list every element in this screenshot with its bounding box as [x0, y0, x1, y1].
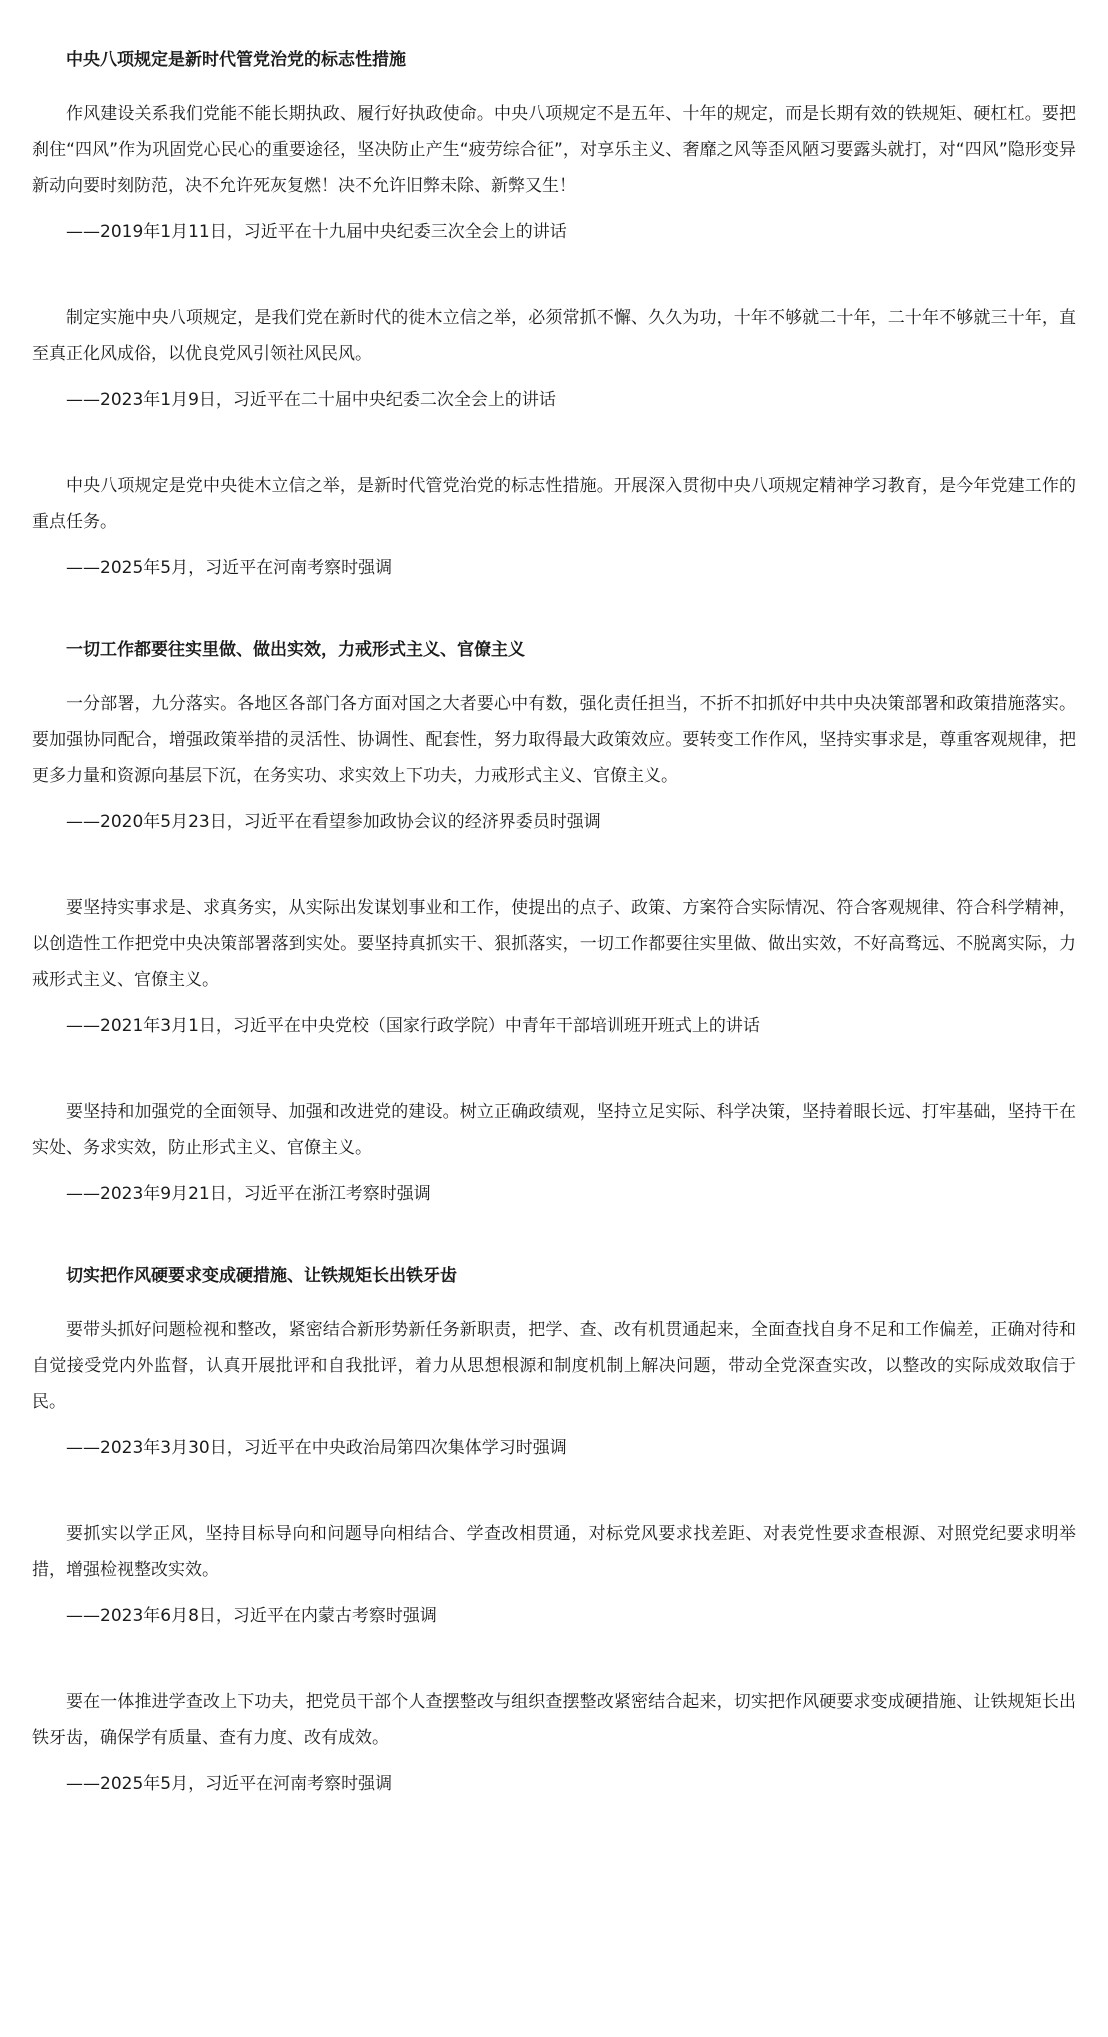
quote-entry [32, 686, 1076, 836]
quote-text: 一分部署，九分落实。各地区各部门各方面对国之大者要心中有数，强化责任担当，不折不扣抓好中共中央决策部署和政策措施落实。要加强协同配合，增强政策举措的灵活性、协调性、配套性，努力取得最大政策效应。要转变工作作风，坚持实事求是，尊重客观规律，把更多力量和资源向基层下沉，在务实功、求实效上下功夫，力戒形式主义、官僚主义。 [32, 694, 1076, 786]
quote-source: ——2020年5月23日，习近平在看望参加政协会议的经济界委员时强调 [66, 812, 601, 832]
quote-text: 中央八项规定是党中央徙木立信之举，是新时代管党治党的标志性措施。开展深入贯彻中央八项规定精神学习教育，是今年党建工作的重点任务。 [32, 476, 1076, 532]
section-eight-point-regulation [32, 46, 1076, 582]
quote-source: ——2021年3月1日，习近平在中央党校（国家行政学院）中青年干部培训班开班式上的讲话 [66, 1016, 760, 1036]
article [32, 0, 1076, 1798]
quote-text: 要坚持和加强党的全面领导、加强和改进党的建设。树立正确政绩观，坚持立足实际、科学决策，坚持着眼长远、打牢基础，坚持干在实处、务求实效，防止形式主义、官僚主义。 [32, 1102, 1076, 1158]
quote-text: 作风建设关系我们党能不能长期执政、履行好执政使命。中央八项规定不是五年、十年的规定，而是长期有效的铁规矩、硬杠杠。要把刹住“四风”作为巩固党心民心的重要途径，坚决防止产生“疲劳综合征”，对享乐主义、奢靡之风等歪风陋习要露头就打，对“四风”隐形变异新动向要时刻防范，决不允许死灰复燃！决不允许旧弊未除、新弊又生！ [32, 104, 1076, 196]
quote-source: ——2023年6月8日，习近平在内蒙古考察时强调 [66, 1606, 437, 1626]
quote-source: ——2019年1月11日，习近平在十九届中央纪委三次全会上的讲话 [66, 222, 567, 242]
quote-source: ——2025年5月，习近平在河南考察时强调 [66, 558, 393, 578]
quote-text: 制定实施中央八项规定，是我们党在新时代的徙木立信之举，必须常抓不懈、久久为功，十年不够就二十年，二十年不够就三十年，直至真正化风成俗，以优良党风引领社风民风。 [32, 308, 1076, 364]
quote-entry [32, 300, 1076, 414]
quote-source: ——2023年9月21日，习近平在浙江考察时强调 [66, 1184, 431, 1204]
quote-text: 要坚持实事求是、求真务实，从实际出发谋划事业和工作，使提出的点子、政策、方案符合实际情况、符合客观规律、符合科学精神，以创造性工作把党中央决策部署落到实处。要坚持真抓实干、狠抓落实，一切工作都要往实里做、做出实效，不好高骛远、不脱离实际，力戒形式主义、官僚主义。 [32, 898, 1076, 990]
quote-entry [32, 1094, 1076, 1208]
quote-entry [32, 890, 1076, 1040]
quote-entry [32, 96, 1076, 246]
section-heading: 一切工作都要往实里做、做出实效，力戒形式主义、官僚主义 [66, 640, 525, 660]
quote-source: ——2025年5月，习近平在河南考察时强调 [66, 1774, 393, 1794]
section-heading: 切实把作风硬要求变成硬措施、让铁规矩长出铁牙齿 [66, 1266, 457, 1286]
quote-entry [32, 1516, 1076, 1630]
quote-entry [32, 1684, 1076, 1798]
quote-text: 要抓实以学正风，坚持目标导向和问题导向相结合、学查改相贯通，对标党风要求找差距、对表党性要求查根源、对照党纪要求明举措，增强检视整改实效。 [32, 1524, 1076, 1580]
quote-entry [32, 1312, 1076, 1462]
quote-text: 要带头抓好问题检视和整改，紧密结合新形势新任务新职责，把学、查、改有机贯通起来，全面查找自身不足和工作偏差，正确对待和自觉接受党内外监督，认真开展批评和自我批评，着力从思想根源和制度机制上解决问题，带动全党深查实改，以整改的实际成效取信于民。 [32, 1320, 1076, 1412]
section-hard-measures [32, 1262, 1076, 1798]
section-practical-work [32, 636, 1076, 1208]
quote-text: 要在一体推进学查改上下功夫，把党员干部个人查摆整改与组织查摆整改紧密结合起来，切实把作风硬要求变成硬措施、让铁规矩长出铁牙齿，确保学有质量、查有力度、改有成效。 [32, 1692, 1076, 1748]
quote-entry [32, 468, 1076, 582]
section-heading: 中央八项规定是新时代管党治党的标志性措施 [66, 50, 406, 70]
quote-source: ——2023年1月9日，习近平在二十届中央纪委二次全会上的讲话 [66, 390, 556, 410]
quote-source: ——2023年3月30日，习近平在中央政治局第四次集体学习时强调 [66, 1438, 567, 1458]
